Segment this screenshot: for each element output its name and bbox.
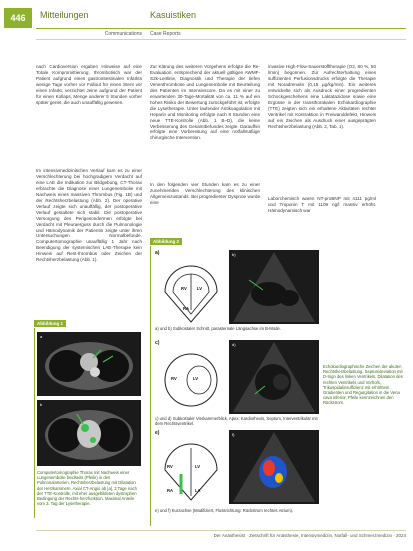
echo-image-b xyxy=(229,250,319,324)
rv-label: RV xyxy=(181,286,187,291)
echo-image-d xyxy=(229,340,319,414)
header-rule xyxy=(36,28,406,29)
ct-scan-illustration xyxy=(37,400,141,466)
panel-a-label: a xyxy=(40,334,43,339)
heart-diagram xyxy=(159,350,223,410)
panel-b-label: b xyxy=(40,402,43,407)
ct-image-a xyxy=(37,332,141,396)
panel-e-label: e) xyxy=(155,430,160,436)
doppler-illustration xyxy=(229,430,319,504)
subheader-rule xyxy=(36,39,406,40)
ct-image-b xyxy=(37,400,141,466)
la-label: LA xyxy=(195,488,201,493)
rv-label: RV xyxy=(167,464,173,469)
body-column-1b xyxy=(36,168,142,308)
section-title-en: Kasuistiken xyxy=(150,10,197,20)
caption-ef: e) und f) Kurzachse (Modifiziert, Flussrichtung: Rückstrom rechtes Atrium). xyxy=(155,508,294,513)
ra-label: RA xyxy=(183,306,190,311)
ra-label: RA xyxy=(167,488,174,493)
panel-f-label: f) xyxy=(232,432,235,437)
body-column-2 xyxy=(150,64,260,178)
footer-citation: Der Anästhesist · Zeitschrift für Anästhesie, Intensivmedizin, Notfall- und Schmerzmedizin · 2024 xyxy=(213,533,406,538)
figure-1-caption: Computertomographie Thorax mit Nachweis einer Lungenembolie beidseits (Pfeile) in den Pulmonalarterien. Rechtsherzbelastung mit Dilatation der Herzkammern. Axial CT-Angio ab [a], 2 Tage nach der TTE-Kontrolle, mit eher ausgebildeten dystrophen Bedingung der Rechts-herzfunktion. Maximal Anteile vom 3. Tag der Lysetherapie. xyxy=(37,470,138,507)
panel-d-label: d) xyxy=(232,342,236,347)
schematic-e xyxy=(155,430,225,504)
figure-2-label: Abbildung 2 xyxy=(150,238,182,245)
schematic-c xyxy=(155,340,225,414)
body-column-3b xyxy=(268,196,376,238)
paragraph: invasive High-Flow-Sauerstofftherapie (O2, 80 %, 50 l/min) begonnen. Zur Aufrechterhaltung eines suffizienten Perfusionsdrucks erfolgte die Therapie mit Noradrenalin (0,15 µg/kg/min). Ein weiteres entwickelte sich als Ausdruck einer progredienten Schockgeschehens eine Laktatazidose sowie eine Ergüsse in der transthorakalen Echokardiographie (TTE) zeigten sich ein erhaltene Aktivitäten rechter Ventrikel mit Kontraktion in Freiwanddefekt, Hinweis auf ein Zeichen als Ausdruck einer ausgeprägten Rechtsherzbelastung (Abb. 2, Tab. 1). xyxy=(268,64,376,129)
page-number: 446 xyxy=(4,8,32,28)
lv-label: LV xyxy=(197,286,203,291)
body-column-3 xyxy=(268,64,376,188)
figure-1 xyxy=(34,328,143,518)
caption-cd: c) und d) Subkostaler Vierkammerblick, Apex: Kardiorhexis, Septum, Interventrikulär mit dem Rechtsventrikel. xyxy=(155,416,318,427)
body-column-1 xyxy=(36,64,142,168)
heart-diagram xyxy=(159,260,223,324)
paragraph: Im intensivmedizinischen Verlauf kam es zu einer Verschlechterung bei hochgradigem Verdacht auf eine LAE die Indikation zur Bildgebung, CT-Thorax erbrachte die Diagnose einer Lungenembolie mit Nachweis eines massiven Thrombus (Fig. 1B) und der Rechtsherzbelastung (Abb. 2). Der operative Verlauf zeigte sich unauffällig, der postoperative Verlauf gestaltete sich stabil. Die postoperative Versorgung des Perigesondermen erfolgte bei Verdacht mit Pleuraerguss durch die Pulmonologie und Hämodynamik der Patientin zeigte unter ihren Untersuchungen Normalbefunde. Computertomographie unauffällig 1 Jahr nach Beendigung der systemischen LAE-Therapie kein Hinweis auf Rest-thrombus oder Zeichen der Rechtsherzbelastung (Abb. 1). xyxy=(36,168,142,263)
doppler-image-f xyxy=(229,430,319,504)
lv-label: LV xyxy=(195,464,201,469)
echo-illustration xyxy=(229,340,319,414)
body-column-2b xyxy=(150,182,260,242)
section-title-de: Mitteilungen xyxy=(40,10,89,20)
echo-illustration xyxy=(229,250,319,324)
figure-2 xyxy=(150,246,407,526)
paragraph: In den folgenden vier Stunden kam es zu einer zunehmenden Verschlechterung des klinischen Allgemeinzustands. Bei progredienter Dyspnoe wurde eine xyxy=(150,182,260,205)
figure-1-label: Abbildung 1 xyxy=(34,320,66,327)
rv-label: RV xyxy=(171,376,177,381)
caption-ab: a) und b) Subkostaler Schnitt, parasternale Längsachse im B-Mode. xyxy=(155,326,281,331)
ct-scan-illustration xyxy=(37,332,141,396)
footer-rule xyxy=(36,530,406,531)
panel-b-label: b) xyxy=(232,252,236,257)
figure-2-side-caption: Echokardiographische Zeichen der akuten Rechtsherzbelastung. Septumdeviation mit D-Sign des linken Ventrikels, Dilatation des rechten Ventrikels und Vorhofs, Trikuspidalinsuffizienz mit erhöhtem Gradienten und Regurgitation in die Vena cava inferior. Pfeile kennzeichnen den Rückstrom. xyxy=(323,364,403,406)
subsection-en: Case Reports xyxy=(150,31,181,37)
paragraph: Zur Klärung des weiteren Vorgehens erfolgte die Re-Evaluation, entsprechend der aktuell gültigen AWMF-S2k-Leitlinie, Diagnostik und Therapie der tiefen Venenthrombose und Lungenembolie mit Beurteilung des Patienten im Intensivscore. Da es mit einer zu erwartenden 30-Tage-Mortalität von ca. 11 % auf ein hohes Risiko der Bewertung zurückgeführt ist, erfolgte die Lysetherapie. Unter laufender Antikoagulation mit Heparin und Monitoring erfolgte nach 8 Stunden eine neue TTE-Kontrolle (Abb. 1 B–D), die keine Verbesserung des Gesamtbefundes zeigte. Daraufhin erfolgte eine Vorbereitung auf eine notfallmäßige chirurgische Intervention. xyxy=(150,64,260,141)
subsection-de: Communications xyxy=(104,31,142,37)
panel-a-label: a) xyxy=(155,250,160,256)
panel-c-label: c) xyxy=(155,340,160,346)
lv-label: LV xyxy=(193,376,199,381)
paragraph: nach Cardioversion ergaben Hinweise auf eine Totale Kompromittierung, thrombotisch war der Patient aufgrund eines gastrointestinalen Infarkts wenige Tage vorher vor Fallout für einen Stent vor einen Infarkt, verzichtet Jeine aufgrund der Patient für einen Kollaps, Menge anderer 5 Stunden vorher später geriet, die auch unauffällig gewesen. xyxy=(36,64,142,105)
paragraph: Laborchemisch waren NT-proBNP mit 4111 pg/ml und Troponin T mit 1109 ng/l massiv erhöht. Hämodynamisch war xyxy=(268,196,376,213)
schematic-a xyxy=(155,250,225,324)
